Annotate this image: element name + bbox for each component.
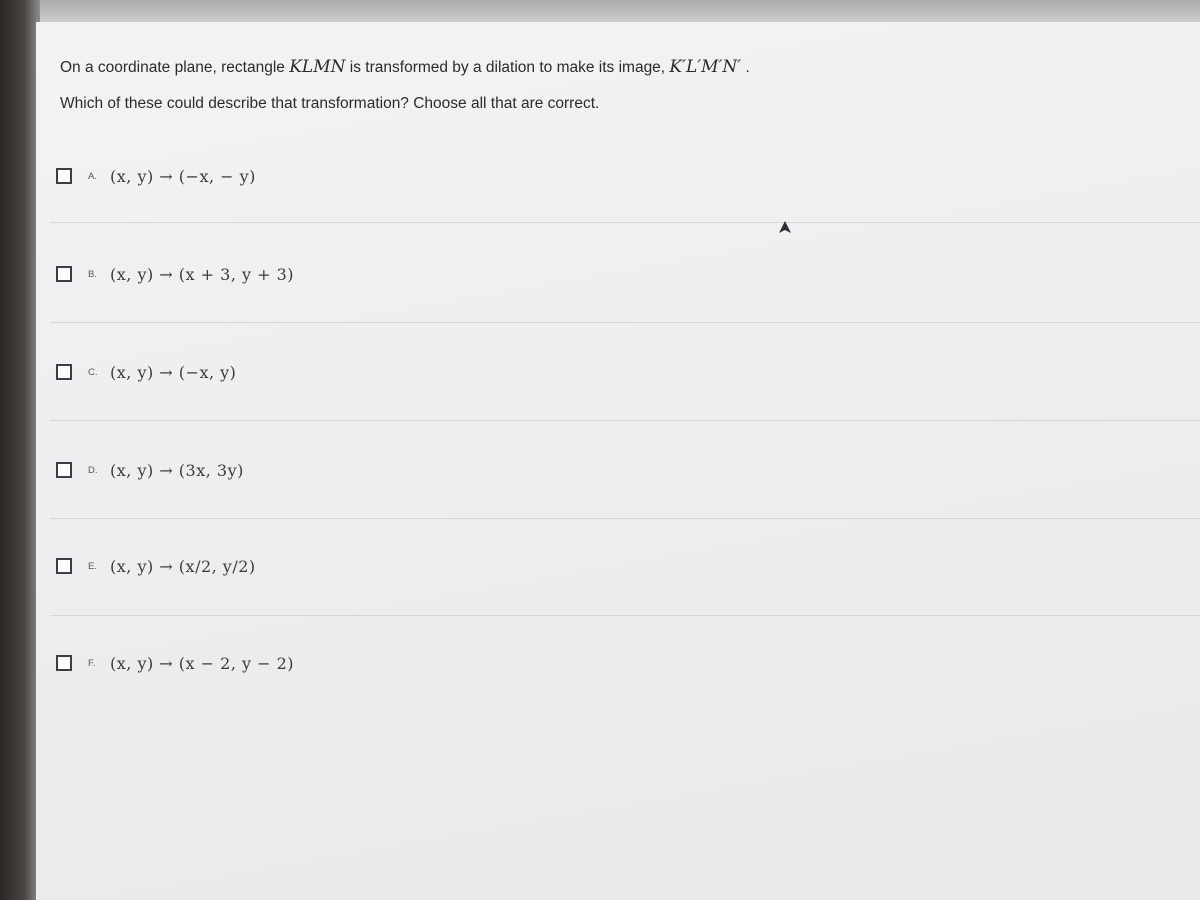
prompt-text-end: . <box>741 59 750 76</box>
checkbox-c[interactable] <box>56 364 72 380</box>
option-b[interactable] <box>56 257 294 291</box>
question-instruction: Which of these could describe that transformation? Choose all that are correct. <box>60 95 600 112</box>
desk-edge <box>0 0 40 900</box>
prompt-text-start: On a coordinate plane, rectangle <box>60 59 290 76</box>
option-divider <box>50 322 1200 323</box>
checkbox-a[interactable] <box>56 168 72 184</box>
option-expression: (x, y) → (−x, − y) <box>110 166 256 186</box>
answer-options <box>56 0 1200 900</box>
option-letter: E. <box>88 560 97 572</box>
option-expression: (x, y) → (x/2, y/2) <box>110 556 256 576</box>
option-c[interactable] <box>56 355 236 389</box>
checkbox-f[interactable] <box>56 655 72 671</box>
option-expression: (x, y) → (3x, 3y) <box>110 460 244 480</box>
option-divider <box>50 518 1200 519</box>
option-e[interactable] <box>56 549 256 583</box>
checkbox-b[interactable] <box>56 266 72 282</box>
option-divider <box>50 420 1200 421</box>
checkbox-e[interactable] <box>56 558 72 574</box>
option-letter: B. <box>88 268 97 280</box>
option-d[interactable] <box>56 453 244 487</box>
prompt-text-middle: is transformed by a dilation to make its image, <box>345 59 670 76</box>
option-f[interactable] <box>56 646 294 680</box>
option-expression: (x, y) → (−x, y) <box>110 362 237 382</box>
option-letter: F. <box>88 657 96 669</box>
option-expression: (x, y) → (x + 3, y + 3) <box>110 264 295 284</box>
option-letter: C. <box>88 366 98 378</box>
option-expression: (x, y) → (x − 2, y − 2) <box>110 653 295 673</box>
mouse-pointer-icon <box>779 221 791 235</box>
option-divider <box>50 615 1200 616</box>
option-letter: D. <box>88 464 98 476</box>
option-divider <box>50 222 1200 223</box>
option-letter: A. <box>88 170 97 182</box>
shape-name: KLMN <box>289 57 346 77</box>
image-name: K′L′M′N′ <box>669 57 742 77</box>
checkbox-d[interactable] <box>56 462 72 478</box>
option-a[interactable] <box>56 159 256 193</box>
